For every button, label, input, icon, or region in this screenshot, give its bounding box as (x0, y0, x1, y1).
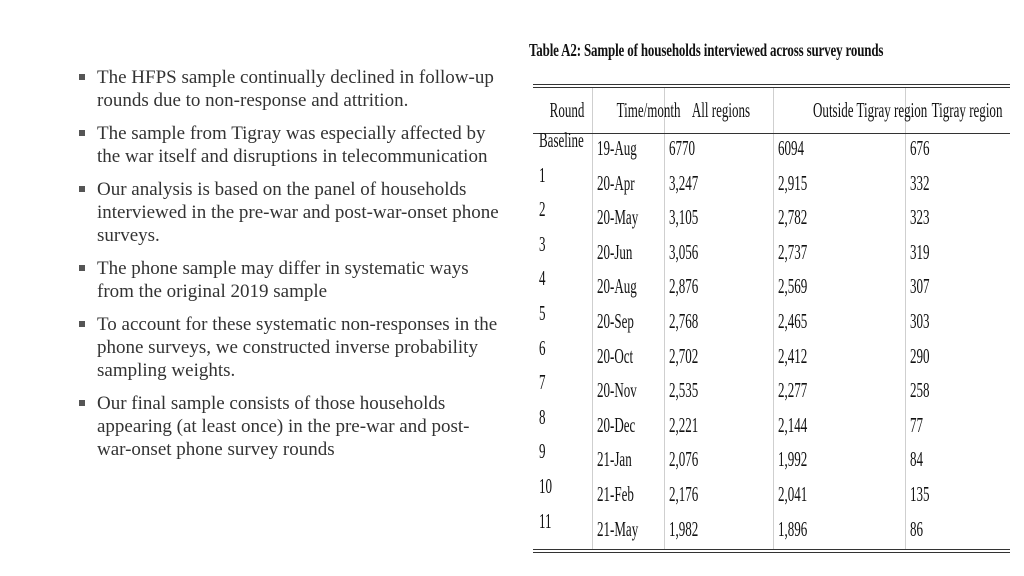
square-bullet-icon (79, 265, 85, 271)
table-row (533, 203, 1010, 238)
bullet-text: Our final sample consists of those households appearing (at least once) in the pre-war and post-war-onset phone survey rounds (97, 393, 470, 460)
cell-round: 1 (539, 162, 546, 187)
cell-all-regions: 3,247 (664, 169, 773, 204)
cell-outside-tigray: 2,782 (773, 203, 905, 238)
column-header-time-month: Time/month (592, 88, 664, 134)
cell-outside-tigray: 2,569 (773, 272, 905, 307)
cell-all-regions: 3,105 (664, 203, 773, 238)
sample-table (533, 88, 1010, 549)
cell-all-regions: 1,982 (664, 515, 773, 550)
bullet-item (76, 122, 501, 168)
square-bullet-icon (79, 186, 85, 192)
bullet-list (76, 66, 501, 471)
cell-round: 4 (539, 266, 546, 291)
cell-tigray: 323 (905, 203, 1010, 238)
bullet-item (76, 392, 501, 461)
cell-outside-tigray: 2,144 (773, 411, 905, 446)
cell-outside-tigray: 2,737 (773, 238, 905, 273)
cell-time-month: 20-Apr (592, 169, 664, 204)
cell-tigray: 77 (905, 411, 1010, 446)
table-row (533, 480, 1010, 515)
table-row (533, 515, 1010, 550)
cell-outside-tigray: 1,896 (773, 515, 905, 550)
cell-tigray: 258 (905, 376, 1010, 411)
cell-time-month: 20-Jun (592, 238, 664, 273)
cell-time-month: 20-Oct (592, 342, 664, 377)
column-header-outside-tigray: Outside Tigray region (773, 88, 905, 134)
cell-all-regions: 3,056 (664, 238, 773, 273)
cell-time-month: 20-May (592, 203, 664, 238)
column-header-round: Round (533, 88, 592, 134)
cell-time-month: 21-May (592, 515, 664, 550)
cell-round: 11 (539, 508, 552, 533)
cell-round: Baseline (539, 128, 584, 152)
cell-time-month: 20-Sep (592, 307, 664, 342)
cell-all-regions: 2,221 (664, 411, 773, 446)
cell-round: 6 (539, 335, 546, 360)
table-title: Table A2: Sample of households interviewed across survey rounds (529, 40, 884, 60)
cell-tigray: 676 (905, 134, 1010, 169)
cell-round: 9 (539, 439, 546, 464)
cell-tigray: 86 (905, 515, 1010, 550)
cell-time-month: 21-Jan (592, 445, 664, 480)
table-row (533, 272, 1010, 307)
cell-all-regions: 2,535 (664, 376, 773, 411)
square-bullet-icon (79, 321, 85, 327)
cell-outside-tigray: 2,041 (773, 480, 905, 515)
cell-round: 2 (539, 197, 546, 222)
cell-outside-tigray: 2,277 (773, 376, 905, 411)
cell-all-regions: 2,768 (664, 307, 773, 342)
cell-tigray: 84 (905, 445, 1010, 480)
table-header-row (533, 88, 1010, 134)
square-bullet-icon (79, 400, 85, 406)
table-row (533, 376, 1010, 411)
bullet-text: The HFPS sample continually declined in follow-up rounds due to non-response and attrition. (97, 67, 494, 111)
cell-time-month: 20-Dec (592, 411, 664, 446)
bullet-text: The phone sample may differ in systematic ways from the original 2019 sample (97, 258, 469, 302)
cell-time-month: 21-Feb (592, 480, 664, 515)
cell-round: 8 (539, 404, 546, 429)
cell-round: 3 (539, 231, 546, 256)
cell-round: 5 (539, 300, 546, 325)
cell-all-regions: 2,076 (664, 445, 773, 480)
column-header-all-regions: All regions (664, 88, 773, 134)
cell-tigray: 332 (905, 169, 1010, 204)
sample-table-container (533, 84, 1010, 553)
bullet-item (76, 178, 501, 247)
bullet-item (76, 257, 501, 303)
cell-time-month: 19-Aug (592, 134, 664, 169)
cell-all-regions: 2,176 (664, 480, 773, 515)
table-row (533, 411, 1010, 446)
bullet-text: Our analysis is based on the panel of households interviewed in the pre-war and post-war-onset phone surveys. (97, 179, 499, 246)
cell-all-regions: 2,702 (664, 342, 773, 377)
cell-tigray: 307 (905, 272, 1010, 307)
column-header-tigray: Tigray region (905, 88, 1010, 134)
bullet-text: The sample from Tigray was especially affected by the war itself and disruptions in telecommunication (97, 123, 488, 167)
cell-tigray: 319 (905, 238, 1010, 273)
cell-time-month: 20-Nov (592, 376, 664, 411)
cell-tigray: 135 (905, 480, 1010, 515)
table-row (533, 238, 1010, 273)
cell-outside-tigray: 2,412 (773, 342, 905, 377)
table-row (533, 134, 1010, 169)
cell-tigray: 303 (905, 307, 1010, 342)
table-row (533, 445, 1010, 480)
square-bullet-icon (79, 74, 85, 80)
cell-all-regions: 2,876 (664, 272, 773, 307)
table-row (533, 307, 1010, 342)
cell-time-month: 20-Aug (592, 272, 664, 307)
cell-outside-tigray: 2,915 (773, 169, 905, 204)
cell-outside-tigray: 1,992 (773, 445, 905, 480)
cell-outside-tigray: 6094 (773, 134, 905, 169)
bullet-text: To account for these systematic non-responses in the phone surveys, we constructed inverse probability sampling weights. (97, 314, 498, 381)
table-row (533, 169, 1010, 204)
cell-tigray: 290 (905, 342, 1010, 377)
cell-round: 10 (539, 473, 553, 498)
bullet-item (76, 313, 501, 382)
table-bottom-rule (533, 549, 1010, 553)
cell-round: 7 (539, 370, 546, 395)
cell-all-regions: 6770 (664, 134, 773, 169)
bullet-item (76, 66, 501, 112)
table-row (533, 342, 1010, 377)
cell-outside-tigray: 2,465 (773, 307, 905, 342)
square-bullet-icon (79, 130, 85, 136)
